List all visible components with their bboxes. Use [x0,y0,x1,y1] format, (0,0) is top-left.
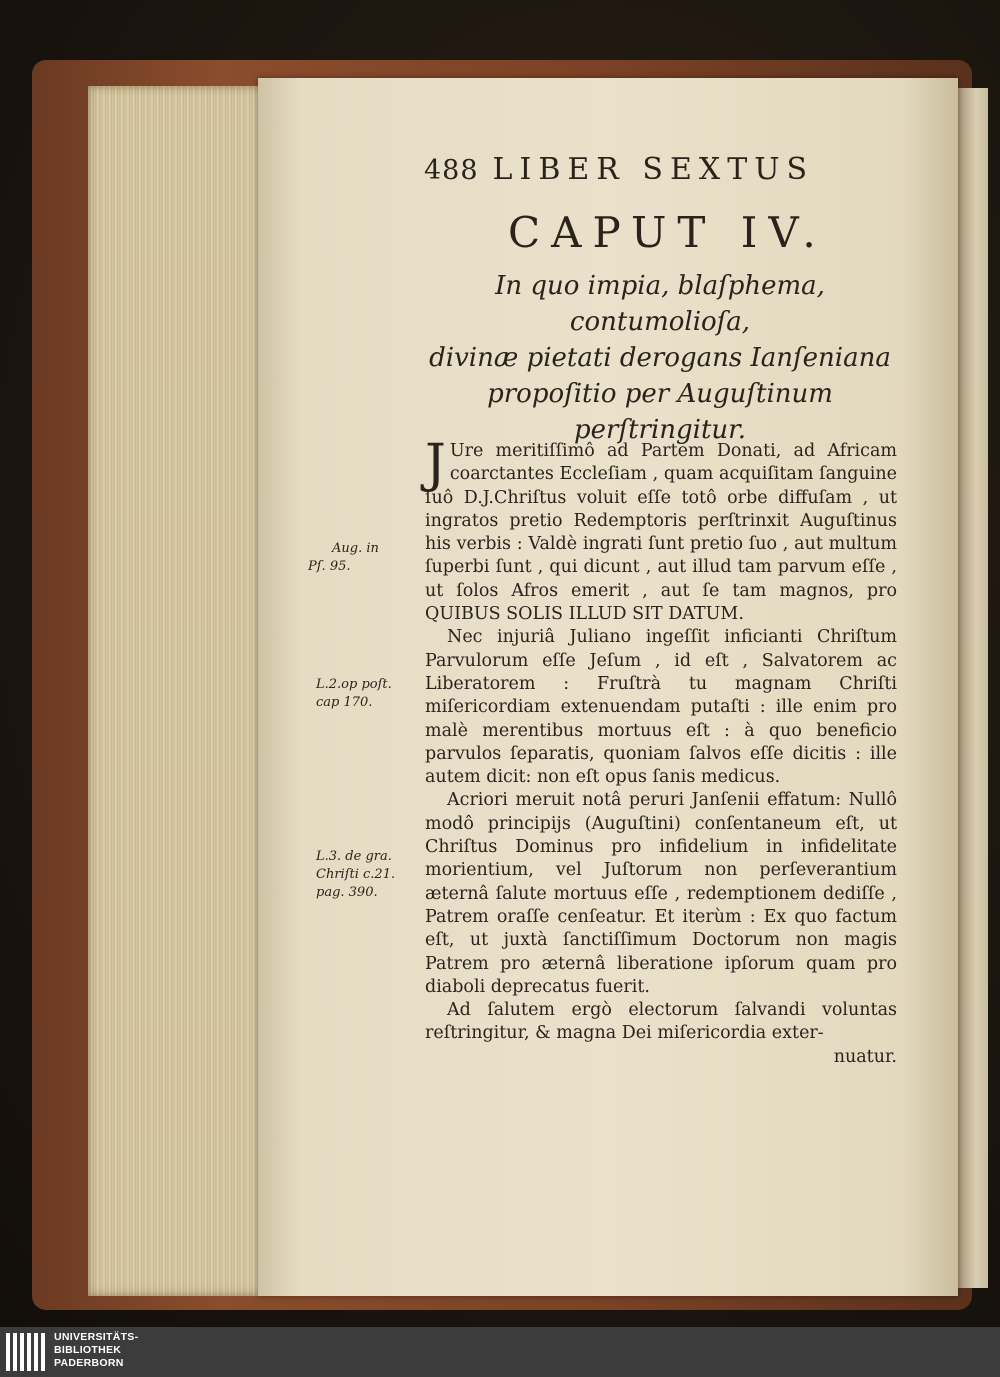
chapter-heading: CAPUT IV. [508,208,827,257]
margin-note [316,848,406,902]
logo-line: PADERBORN [54,1357,124,1369]
subtitle-line: divinæ pietati derogans Ianſeniana [429,343,891,373]
paragraph [425,999,897,1069]
margin-note-line: Aug. in [332,541,379,556]
margin-note-line: cap 170. [316,695,373,710]
subtitle-line: perſtringitur. [573,415,746,445]
margin-note [316,676,406,712]
paragraph [425,434,897,626]
drop-cap: J [425,434,446,494]
paragraph-end: nuatur. [833,1046,897,1067]
subtitle-line: propoſitio per Auguſtinum [487,379,833,409]
paragraph-text: Ad ſalutem ergò electorum ſalvandi voluntas reſtringitur, & magna Dei miſericordia exter- [425,1000,897,1044]
margin-note-line: L.3. de gra. [316,849,392,864]
library-logo-text [54,1331,138,1370]
chapter-subtitle [410,268,910,448]
facing-page-edge [958,88,988,1288]
page-number: 488 [424,155,479,186]
paragraph-text: Ure meritiſſimô ad Partem Donati, ad Africam coarctantes Eccleſiam , quam acquiſitam ſanguine ſuô D.J.Chriſtus voluit eſſe totô orbe diffuſam , ut ingratos pretio Redemptoris perſtrinxit Auguſtinus his verbis : Valdè ingrati ſunt pretio ſuo , aut multum ſuperbi ſunt , qui dicunt , aut illud tam parvum eſſe , ut ſolos Afros emerit , aut ſe tam magnos, pro QUIBUS SOLIS ILLUD SIT DATUM. [425,441,897,625]
margin-note-line: pag. 390. [316,885,378,900]
logo-line: BIBLIOTHEK [54,1344,122,1356]
running-head [424,152,844,187]
margin-note-line: L.2.op poſt. [316,677,392,692]
margin-note-line: Chriſti c.21. [316,867,396,882]
paragraph: Acriori meruit notâ peruri Janſenii effatum: Nullô modô principijs (Auguſtini) conſentaneum eſt, ut Chriſtus Dominus pro infidelium in infidelitate morientium, vel Juſtorum non perſeverantium æternâ ſalute mortuus eſſe , redemptionem dediſſe , Patrem oraſſe cenſeatur. Et iterùm : Ex quo factum eſt, ut juxtà ſanctiſſimum Doctorum non magis Patrem pro æternâ liberatione ipſorum quam pro diaboli deprecatus fuerit. [425,790,897,997]
body-text [425,434,897,1069]
page-edges-stack [88,86,268,1296]
margin-note [308,540,398,576]
subtitle-line: In quo impia, blaſphema, contumolioſa, [495,271,825,337]
margin-note-line: Pſ. 95. [308,559,351,574]
logo-line: UNIVERSITÄTS- [54,1331,139,1343]
library-footer [0,1327,1000,1377]
library-logo-icon [6,1333,46,1371]
paragraph: Nec injuriâ Juliano ingeſſit inficianti Chriſtum Parvulorum eſſe Jeſum , id eſt , Salvatorem ac Liberatorem : Fruſtrà tu magnam Chriſti miſericordiam extenuendam putaſti : ille enim pro malè merentibus mortuus eſt : à quo beneficio parvulos ſeparatis, quoniam ſalvos eſſe dicitis : ille autem dicit: non eſt opus ſanis medicus. [425,627,897,788]
running-title: LIBER SEXTUS [492,152,815,187]
